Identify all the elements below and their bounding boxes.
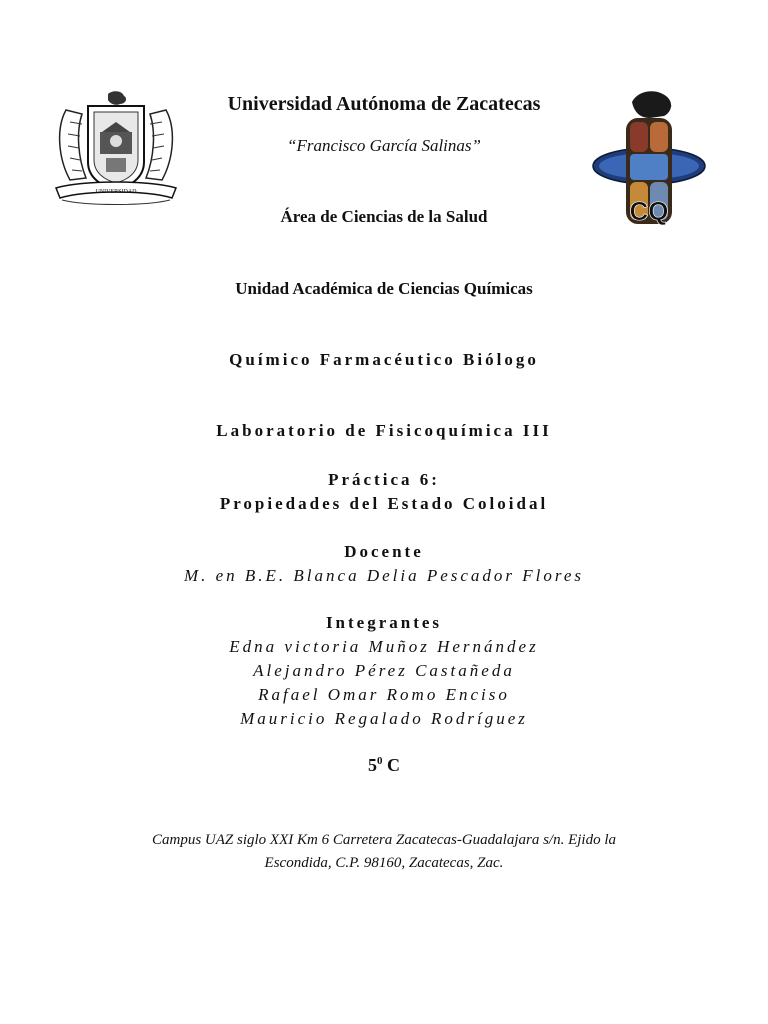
academic-unit: Unidad Académica de Ciencias Químicas	[235, 279, 533, 298]
university-name: Universidad Autónoma de Zacatecas	[227, 93, 541, 115]
group-letter: C	[387, 755, 400, 775]
campus-address	[0, 829, 768, 875]
program-name: Químico Farmacéutico Biólogo	[229, 350, 539, 369]
seal-banner-text: UNIVERSIDAD	[95, 189, 137, 195]
members-block	[0, 611, 768, 731]
member-name: Alejandro Pérez Castañeda	[253, 661, 515, 680]
practice-title: Propiedades del Estado Coloidal	[219, 494, 549, 513]
university-motto: “Francisco García Salinas”	[287, 136, 481, 155]
practice-block	[0, 468, 768, 516]
member-name: Mauricio Regalado Rodríguez	[240, 709, 528, 728]
logo-cq-letters: CQ	[629, 196, 669, 226]
address-line-2: Escondida, C.P. 98160, Zacatecas, Zac.	[264, 855, 504, 871]
teacher-heading: Docente	[344, 542, 424, 561]
member-name: Rafael Omar Romo Enciso	[258, 685, 510, 704]
address-line-1: Campus UAZ siglo XXI Km 6 Carretera Zacatecas-Guadalajara s/n. Ejido la	[151, 832, 617, 848]
teacher-block	[0, 540, 768, 588]
member-name: Edna victoria Muñoz Hernández	[229, 637, 539, 656]
group-number: 5	[368, 755, 377, 775]
academic-area: Área de Ciencias de la Salud	[280, 207, 488, 226]
members-heading: Integrantes	[325, 613, 443, 632]
practice-number: Práctica 6:	[328, 470, 440, 489]
lab-name: Laboratorio de Fisicoquímica III	[216, 421, 552, 440]
group-label	[0, 755, 768, 776]
group-superscript: 0	[377, 755, 383, 767]
teacher-name: M. en B.E. Blanca Delia Pescador Flores	[183, 566, 585, 585]
